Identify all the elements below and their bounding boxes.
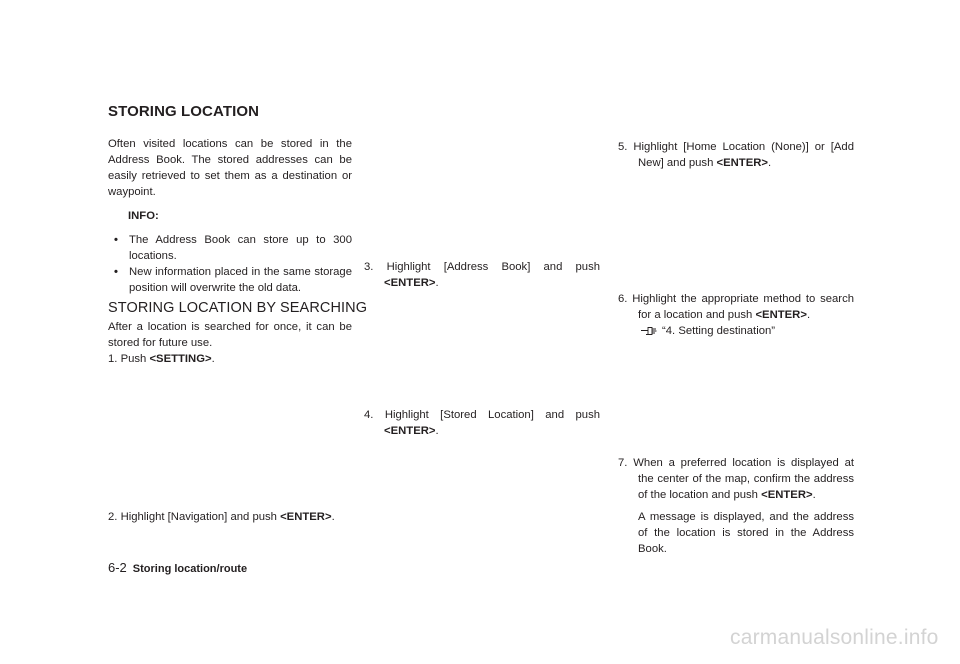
key-label: <SETTING>	[149, 353, 212, 365]
sub-intro-paragraph: After a location is searched for once, it can be stored for future use.	[108, 321, 352, 349]
step-6: 6. Highlight the appropriate method to search for a location and push <ENTER>. “4. Setting destination”	[618, 293, 855, 337]
step-7: 7. When a preferred location is displayed at the center of the map, confirm the address of the location and push <ENTER>. A message is displayed, and the address of the location is stored in the Address Book.	[618, 457, 855, 555]
step-text: Highlight [Navigation] and push	[120, 511, 281, 523]
info-bullet	[114, 264, 352, 296]
reference-text: “4. Setting destination”	[662, 325, 776, 337]
key-label: <ENTER>	[716, 157, 768, 169]
step-4: 4. Highlight [Stored Location] and push <ENTER>.	[364, 409, 600, 437]
step-2: 2. Highlight [Navigation] and push <ENTER>.	[108, 511, 335, 523]
bullet-dot-icon: •	[114, 234, 118, 246]
step-number: 6.	[618, 293, 628, 305]
key-label: <ENTER>	[761, 489, 813, 501]
info-bullet	[114, 232, 352, 264]
key-label: <ENTER>	[384, 425, 436, 437]
step-5: 5. Highlight [Home Location (None)] or [Add New] and push <ENTER>.	[618, 141, 854, 169]
step-number: 2.	[108, 511, 118, 523]
step-number: 1.	[108, 353, 118, 365]
watermark: carmanualsonline.info	[730, 626, 939, 649]
section-title: STORING LOCATION	[108, 103, 260, 120]
step-text: Highlight [Stored Location] and push	[384, 409, 600, 421]
intro-paragraph: Often visited locations can be stored in the Address Book. The stored addresses can be easily retrieved to set them as a destination or waypoint.	[108, 138, 352, 198]
key-label: <ENTER>	[755, 309, 807, 321]
step-1: 1. Push <SETTING>.	[108, 353, 215, 365]
reference-pointer-icon	[640, 325, 658, 337]
subheading: STORING LOCATION BY SEARCHING	[108, 300, 368, 316]
info-label: INFO:	[128, 210, 159, 222]
step-note: A message is displayed, and the address of the location is stored in the Address Book.	[638, 511, 854, 555]
page-footer	[108, 560, 247, 577]
step-number: 4.	[364, 409, 374, 421]
step-3: 3. Highlight [Address Book] and push <ENTER>.	[364, 261, 601, 289]
step-text: Push	[120, 353, 150, 365]
key-label: <ENTER>	[280, 511, 332, 523]
step-number: 3.	[364, 261, 374, 273]
cross-reference	[640, 323, 854, 339]
info-bullet-text: New information placed in the same storage position will overwrite the old data.	[129, 266, 352, 294]
step-text: Highlight [Home Location (None)] or [Add New] and push	[633, 141, 854, 169]
step-number: 5.	[618, 141, 628, 153]
step-text: When a preferred location is displayed at the center of the map, confirm the address of the location and push	[633, 457, 855, 501]
bullet-dot-icon: •	[114, 266, 118, 278]
footer-title: Storing location/route	[132, 563, 248, 575]
key-label: <ENTER>	[384, 277, 436, 289]
step-text: Highlight [Address Book] and push	[386, 261, 601, 273]
step-number: 7.	[618, 457, 628, 469]
page-number: 6-2	[108, 560, 127, 575]
step-text: Highlight the appropriate method to search for a location and push	[632, 293, 855, 321]
info-bullet-text: The Address Book can store up to 300 locations.	[129, 234, 352, 262]
